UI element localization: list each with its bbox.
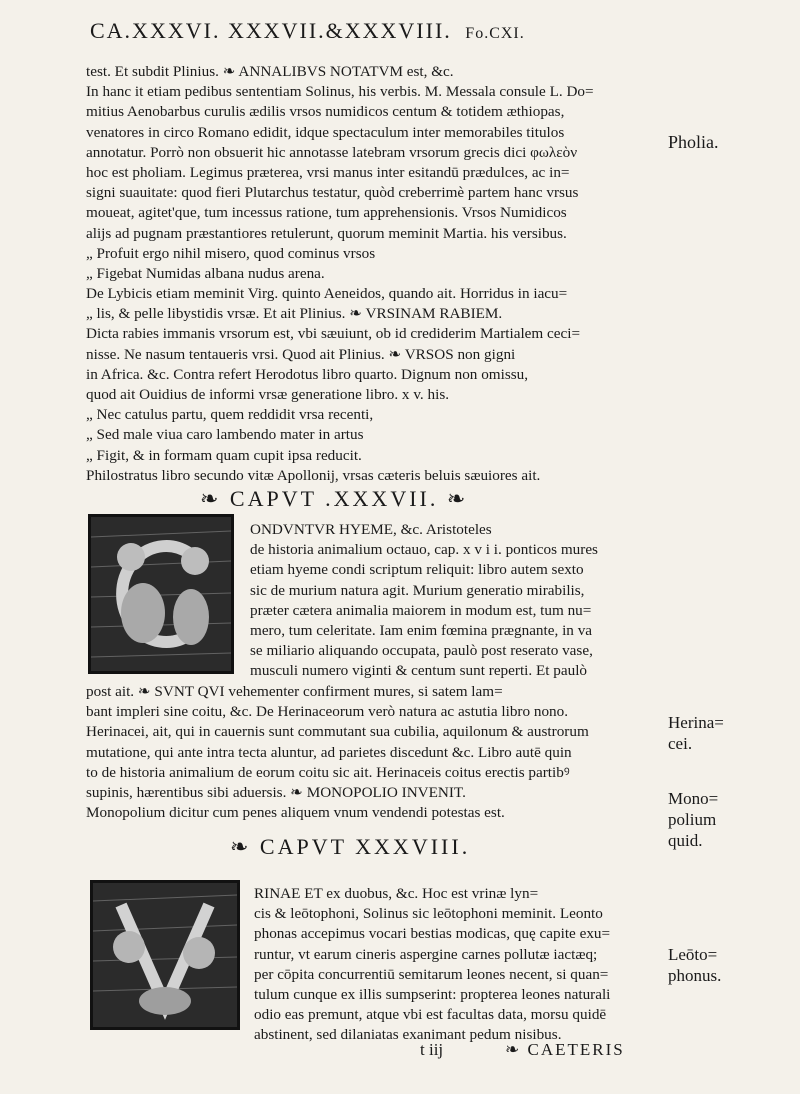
text-line: odio eas premunt, atque vbi est facultas data, morsu quidē bbox=[254, 1006, 607, 1024]
text-line: Philostratus libro secundo vitæ Apollonij, vrsas cæteris beluis sæuiores ait. bbox=[86, 466, 541, 484]
text-line: „ Profuit ergo nihil misero, quod cominus vrsos bbox=[86, 244, 376, 262]
text-block-chapter-37 bbox=[86, 682, 660, 823]
text-line: moueat, agitet'que, tum incessus ratione, tum apprehensionis. Vrsos Numidicos bbox=[86, 204, 567, 222]
text-line: signi suauitate: quod fieri Plutarchus testatur, quòd creberrimè partem hanc vrsus bbox=[86, 184, 579, 202]
text-line: alijs ad pugnam præstantiores retulerunt, quorum meminit Martia. his versibus. bbox=[86, 224, 567, 242]
text-line: „ Figebat Numidas albana nudus arena. bbox=[86, 264, 325, 282]
text-line: Dicta rabies immanis vrsorum est, vbi sæuiunt, ob id crediderim Martialem ceci= bbox=[86, 325, 581, 343]
text-line: supinis, hærentibus sibi aduersis. ❧ MONOPOLIO INVENIT. bbox=[86, 783, 466, 801]
text-line: præter cætera animalia maiorem in modum est, tum nu= bbox=[250, 601, 592, 619]
text-line: De Lybicis etiam meminit Virg. quinto Aeneidos, quando ait. Horridus in iacu= bbox=[86, 285, 568, 303]
text-line: cis & leōtophoni, Solinus sic leōtophoni meminit. Leonto bbox=[254, 905, 603, 923]
margin-note-pholia: Pholia. bbox=[668, 132, 719, 152]
text-line: sic de murium natura agit. Murium generatio mirabilis, bbox=[250, 581, 585, 599]
woodcut-initial-c-icon bbox=[88, 514, 234, 674]
margin-note-leotophonus bbox=[668, 944, 788, 986]
margin-note-line: quid. bbox=[668, 831, 703, 850]
text-line: quod ait Ouidius de informi vrsæ generatione libro. x v. his. bbox=[86, 386, 450, 403]
text-line: hoc est pholiam. Legimus præterea, vrsi manus inter esitandū prædulces, ac in= bbox=[86, 163, 570, 181]
text-line: post ait. ❧ SVNT QVI vehementer confirment mures, si satem lam= bbox=[86, 683, 503, 700]
margin-note-line: polium bbox=[668, 810, 717, 829]
chapter-heading-37: ❧ CAPVT .XXXVII. ❧ bbox=[200, 486, 469, 511]
text-line: RINAE ET ex duobus, &c. Hoc est vrinæ lyn= bbox=[254, 885, 539, 902]
margin-note-line: cei. bbox=[668, 734, 693, 753]
margin-note-line: Herina= bbox=[668, 713, 724, 732]
margin-note-line: Mono= bbox=[668, 789, 719, 808]
text-line: musculi numero viginti & centum sunt reperti. Et paulò bbox=[250, 662, 588, 680]
text-line: abstinent, sed dilaniatas exanimant pedum nisibus. bbox=[254, 1026, 562, 1044]
text-line: In hanc it etiam pedibus sententiam Solinus, his verbis. M. Messala consule L. Do= bbox=[86, 83, 594, 101]
text-line: per cōpita concurrentiū semitarum leones necent, si quan= bbox=[254, 965, 609, 983]
margin-note-line: Leōto= bbox=[668, 945, 718, 964]
text-line: to de historia animalium de eorum coitu sic ait. Herinaceis coitus erectis partibꝰ bbox=[86, 763, 570, 781]
text-line: „ lis, & pelle libystidis vrsæ. Et ait Plinius. ❧ VRSINAM RABIEM. bbox=[86, 305, 503, 323]
margin-note-herinacei bbox=[668, 712, 788, 754]
running-title: CA.XXXVI. XXXVII.&XXXVIII. bbox=[90, 18, 452, 43]
text-line: „ Nec catulus partu, quem reddidit vrsa recenti, bbox=[86, 406, 374, 424]
text-line: tulum cunque ex illis sumpserint: propterea leones naturali bbox=[254, 985, 611, 1003]
text-line: venatores in circo Romano edidit, idque spectaculum inter memorabiles titulos bbox=[86, 123, 565, 141]
catchword: ❧ CAETERIS bbox=[505, 1040, 625, 1059]
text-line: Monopolium dicitur cum penes aliquem vnum vendendi potestas est. bbox=[86, 804, 505, 822]
running-header bbox=[90, 18, 670, 46]
text-line: etiam hyeme condi scriptum reliquit: libro autem sexto bbox=[250, 561, 584, 579]
text-line: test. Et subdit Plinius. ❧ ANNALIBVS NOTATVM est, &c. bbox=[86, 63, 454, 80]
text-line: „ Figit, & in formam quam cupit ipsa reducit. bbox=[86, 446, 362, 464]
text-line: „ Sed male viua caro lambendo mater in artus bbox=[86, 426, 364, 444]
text-line: de historia animalium octauo, cap. x v i i. ponticos mures bbox=[250, 541, 598, 559]
text-line: in Africa. &c. Contra refert Herodotus libro quarto. Dignum non omissu, bbox=[86, 365, 529, 383]
text-line: mero, tum celeritate. Iam enim fœmina prægnante, in va bbox=[250, 621, 593, 639]
woodcut-initial-v-icon bbox=[90, 880, 240, 1030]
text-line: mitius Aenobarbus curulis ædilis vrsos numidicos centum & totidem æthiopas, bbox=[86, 103, 565, 121]
text-line: runtur, vt earum cineris aspergine carnes pollutæ iactæq; bbox=[254, 945, 598, 963]
text-line: mutatione, qui ante intra tecta aluntur, ad parietes discedunt &c. Libro autē quin bbox=[86, 743, 572, 761]
text-line: annotatur. Porrò non obsuerit hic annotasse latebram vrsorum grecis dici φωλεὸν bbox=[86, 143, 578, 161]
signature-mark: t iij bbox=[420, 1040, 444, 1059]
text-line: se miliario aliquando occupata, paulò post reserato vase, bbox=[250, 642, 593, 660]
text-line: nisse. Ne nasum tentaueris vrsi. Quod ait Plinius. ❧ VRSOS non gigni bbox=[86, 345, 516, 363]
text-block-chapter-38-wrap bbox=[254, 884, 662, 1046]
text-block-chapter-36 bbox=[86, 62, 660, 486]
text-block-chapter-37-wrap bbox=[250, 520, 660, 682]
text-line: Herinacei, ait, qui in cauernis sunt commutant sua cubilia, aquilonum & austrorum bbox=[86, 723, 589, 741]
text-line: ONDVNTVR HYEME, &c. Aristoteles bbox=[250, 521, 492, 538]
margin-note-monopolium bbox=[668, 788, 788, 851]
margin-note-line: phonus. bbox=[668, 966, 722, 985]
chapter-heading-38: ❧ CAPVT XXXVIII. bbox=[230, 834, 471, 859]
text-line: phonas accepimus vocari bestias modicas, quę capite exu= bbox=[254, 925, 611, 943]
text-line: bant impleri sine coitu, &c. De Herinaceorum verò natura ac astutia libro nono. bbox=[86, 703, 569, 721]
folio-number: Fo.CXI. bbox=[465, 25, 525, 42]
